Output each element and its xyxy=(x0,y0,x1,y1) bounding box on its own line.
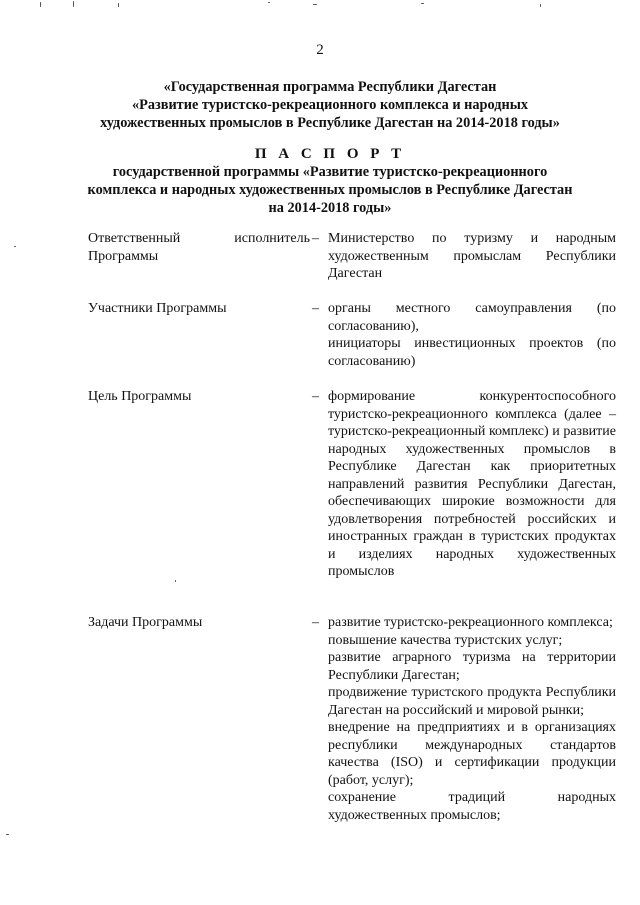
passport-subheading-line: комплекса и народных художественных промыслов в Республике Дагестан xyxy=(87,182,573,198)
row-label xyxy=(88,614,310,632)
row-item: развитие аграрного туризма на территории Республики Дагестан; xyxy=(328,650,616,683)
passport-subheading-line: на 2014-2018 годы» xyxy=(268,200,392,216)
row-label xyxy=(88,300,310,318)
row-label xyxy=(88,230,310,265)
scan-speck xyxy=(540,4,541,7)
row-content xyxy=(328,614,616,824)
passport-subheading-line: государственной программы «Развитие туристско-рекреационного xyxy=(112,164,548,180)
scan-speck xyxy=(40,2,41,7)
row-content xyxy=(328,388,616,581)
row-dash: – xyxy=(312,615,319,630)
row-label-line: Цель Программы xyxy=(88,389,192,404)
row-item: инициаторы инвестиционных проектов (по согласованию) xyxy=(328,336,616,369)
scan-artifact-strip xyxy=(0,0,640,8)
scan-speck xyxy=(73,1,74,7)
program-title-line: художественных промыслов в Республике Дагестан на 2014-2018 годы» xyxy=(100,115,560,131)
passport-heading: П А С П О Р Т xyxy=(254,146,406,162)
program-title-line: «Развитие туристско-рекреационного комплекса и народных xyxy=(131,97,529,113)
row-label-line: Программы xyxy=(88,248,159,264)
program-title-line: «Государственная программа Республики Дагестан xyxy=(163,79,497,95)
row-item: развитие туристско-рекреационного комплекса; xyxy=(328,615,613,630)
row-item: внедрение на предприятиях и в организациях республики международных стандартов качества (ISO) и сертификации продукции (работ, услуг); xyxy=(328,720,616,788)
passport-heading-block xyxy=(70,145,590,217)
scan-speck xyxy=(313,4,317,5)
scan-speck xyxy=(268,2,270,3)
row-label-line: Задачи Программы xyxy=(88,615,203,630)
row-item: Министерство по туризму и народным художественным промыслам Республики Дагестан xyxy=(328,231,616,281)
scan-speck xyxy=(118,3,119,7)
row-item: формирование конкурентоспособного туристско-рекреационного комплекса (далее – туристско-рекреационный комплекс) и развитие народных художественных промыслов в Республике Дагестан как приоритетных направлений развития Республики Дагестан, обеспечивающих широкие возможности для удовлетворения потребностей российских и иностранных граждан в туристских продуктах и изделиях народных художественных промыслов xyxy=(328,389,616,579)
row-dash: – xyxy=(312,231,319,246)
scan-speck xyxy=(421,3,424,4)
scan-speck xyxy=(6,834,9,835)
row-item: органы местного самоуправления (по согласованию), xyxy=(328,301,616,334)
program-title xyxy=(70,78,590,132)
row-label-line: Ответственный исполнитель xyxy=(88,231,310,246)
row-dash: – xyxy=(312,301,319,316)
row-label-line: Участники Программы xyxy=(88,301,227,316)
page-number: 2 xyxy=(316,42,324,58)
row-content xyxy=(328,230,616,283)
row-dash: – xyxy=(312,389,319,404)
row-item: сохранение традиций народных художественных промыслов; xyxy=(328,790,616,823)
row-item: повышение качества туристских услуг; xyxy=(328,632,563,648)
row-item: продвижение туристского продукта Республики Дагестан на российский и мировой рынки; xyxy=(328,685,616,718)
row-label xyxy=(88,388,310,406)
scan-speck xyxy=(175,580,176,582)
scan-speck xyxy=(14,246,16,247)
row-content xyxy=(328,300,616,370)
